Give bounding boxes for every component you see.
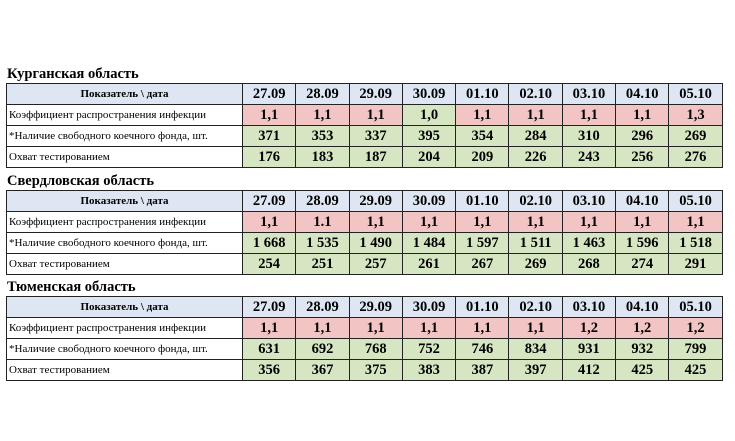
row-label-beds: *Наличие свободного коечного фонда, шт.	[7, 339, 243, 360]
row-label-testing: Охват тестированием	[7, 254, 243, 275]
header-label: Показатель \ дата	[7, 84, 243, 105]
header-label: Показатель \ дата	[7, 191, 243, 212]
beds-cell: 1 490	[349, 233, 402, 254]
region-section-sverdlovsk	[6, 173, 722, 275]
infection-cell: 1,1	[456, 318, 509, 339]
region-title: Курганская область	[7, 66, 139, 82]
date-header: 05.10	[669, 84, 722, 105]
beds-row	[7, 233, 723, 254]
region-title: Тюменская область	[7, 279, 136, 295]
header-row	[7, 191, 723, 212]
beds-cell: 284	[509, 126, 562, 147]
date-header: 27.09	[243, 84, 296, 105]
beds-cell: 310	[562, 126, 615, 147]
testing-cell: 209	[456, 147, 509, 168]
header-label: Показатель \ дата	[7, 297, 243, 318]
beds-cell: 1 518	[669, 233, 722, 254]
beds-cell: 353	[296, 126, 349, 147]
date-header: 01.10	[456, 84, 509, 105]
infection-cell: 1,1	[562, 105, 615, 126]
date-header: 02.10	[509, 84, 562, 105]
date-header: 29.09	[349, 297, 402, 318]
region-table	[6, 83, 723, 168]
infection-cell: 1,1	[349, 105, 402, 126]
infection-cell: 1,1	[243, 318, 296, 339]
infection-cell: 1,1	[349, 318, 402, 339]
date-header: 30.09	[402, 84, 455, 105]
infection-row	[7, 105, 723, 126]
row-label-testing: Охват тестированием	[7, 147, 243, 168]
region-table	[6, 296, 723, 381]
infection-row	[7, 318, 723, 339]
testing-cell: 425	[669, 360, 722, 381]
date-header: 30.09	[402, 191, 455, 212]
beds-cell: 1 511	[509, 233, 562, 254]
beds-cell: 1 535	[296, 233, 349, 254]
testing-cell: 412	[562, 360, 615, 381]
infection-cell: 1,1	[402, 212, 455, 233]
testing-cell: 269	[509, 254, 562, 275]
infection-cell: 1,1	[296, 105, 349, 126]
infection-cell: 1,1	[456, 105, 509, 126]
testing-cell: 204	[402, 147, 455, 168]
testing-cell: 397	[509, 360, 562, 381]
infection-cell: 1,1	[616, 105, 669, 126]
testing-cell: 375	[349, 360, 402, 381]
infection-cell: 1,1	[296, 318, 349, 339]
region-title: Свердловская область	[7, 173, 155, 189]
infection-cell: 1,1	[562, 212, 615, 233]
beds-cell: 931	[562, 339, 615, 360]
beds-cell: 1 596	[616, 233, 669, 254]
infection-cell: 1,1	[509, 105, 562, 126]
testing-cell: 226	[509, 147, 562, 168]
beds-cell: 752	[402, 339, 455, 360]
date-header: 04.10	[616, 84, 669, 105]
testing-cell: 274	[616, 254, 669, 275]
infection-cell: 1,0	[402, 105, 455, 126]
beds-cell: 692	[296, 339, 349, 360]
row-label-infection: Коэффициент распространения инфекции	[7, 212, 243, 233]
testing-cell: 256	[616, 147, 669, 168]
date-header: 02.10	[509, 297, 562, 318]
date-header: 30.09	[402, 297, 455, 318]
row-label-testing: Охват тестированием	[7, 360, 243, 381]
beds-cell: 371	[243, 126, 296, 147]
header-row	[7, 297, 723, 318]
testing-cell: 276	[669, 147, 722, 168]
row-label-infection: Коэффициент распространения инфекции	[7, 318, 243, 339]
testing-cell: 176	[243, 147, 296, 168]
date-header: 28.09	[296, 191, 349, 212]
testing-cell: 183	[296, 147, 349, 168]
testing-cell: 257	[349, 254, 402, 275]
beds-cell: 269	[669, 126, 722, 147]
infection-row	[7, 212, 723, 233]
beds-cell: 354	[456, 126, 509, 147]
beds-cell: 296	[616, 126, 669, 147]
row-label-beds: *Наличие свободного коечного фонда, шт.	[7, 126, 243, 147]
testing-cell: 356	[243, 360, 296, 381]
date-header: 01.10	[456, 191, 509, 212]
infection-cell: 1,2	[669, 318, 722, 339]
date-header: 28.09	[296, 84, 349, 105]
infection-cell: 1,1	[243, 212, 296, 233]
testing-cell: 251	[296, 254, 349, 275]
infection-cell: 1,2	[616, 318, 669, 339]
date-header: 28.09	[296, 297, 349, 318]
testing-cell: 261	[402, 254, 455, 275]
beds-cell: 768	[349, 339, 402, 360]
date-header: 29.09	[349, 84, 402, 105]
testing-cell: 291	[669, 254, 722, 275]
date-header: 03.10	[562, 84, 615, 105]
date-header: 27.09	[243, 191, 296, 212]
infection-cell: 1,1	[456, 212, 509, 233]
beds-row	[7, 126, 723, 147]
region-section-kurgan	[6, 66, 722, 168]
testing-cell: 367	[296, 360, 349, 381]
date-header: 04.10	[616, 191, 669, 212]
beds-cell: 337	[349, 126, 402, 147]
date-header: 05.10	[669, 297, 722, 318]
testing-row	[7, 360, 723, 381]
beds-cell: 631	[243, 339, 296, 360]
infection-cell: 1,1	[509, 318, 562, 339]
testing-cell: 243	[562, 147, 615, 168]
testing-cell: 383	[402, 360, 455, 381]
beds-cell: 395	[402, 126, 455, 147]
testing-cell: 268	[562, 254, 615, 275]
infection-cell: 1,1	[349, 212, 402, 233]
beds-cell: 1 484	[402, 233, 455, 254]
infection-cell: 1,1	[616, 212, 669, 233]
date-header: 29.09	[349, 191, 402, 212]
testing-row	[7, 147, 723, 168]
date-header: 03.10	[562, 191, 615, 212]
beds-cell: 1 597	[456, 233, 509, 254]
infection-cell: 1,1	[669, 212, 722, 233]
testing-cell: 387	[456, 360, 509, 381]
date-header: 02.10	[509, 191, 562, 212]
region-table	[6, 190, 723, 275]
region-section-tyumen	[6, 279, 722, 381]
infection-cell: 1,3	[669, 105, 722, 126]
row-label-infection: Коэффициент распространения инфекции	[7, 105, 243, 126]
beds-cell: 799	[669, 339, 722, 360]
infection-cell: 1,1	[243, 105, 296, 126]
testing-cell: 254	[243, 254, 296, 275]
date-header: 03.10	[562, 297, 615, 318]
beds-cell: 834	[509, 339, 562, 360]
infection-cell: 1,1	[509, 212, 562, 233]
beds-cell: 1 668	[243, 233, 296, 254]
date-header: 05.10	[669, 191, 722, 212]
header-row	[7, 84, 723, 105]
date-header: 01.10	[456, 297, 509, 318]
date-header: 04.10	[616, 297, 669, 318]
infection-cell: 1,2	[562, 318, 615, 339]
testing-cell: 425	[616, 360, 669, 381]
row-label-beds: *Наличие свободного коечного фонда, шт.	[7, 233, 243, 254]
beds-row	[7, 339, 723, 360]
testing-cell: 187	[349, 147, 402, 168]
testing-row	[7, 254, 723, 275]
date-header: 27.09	[243, 297, 296, 318]
testing-cell: 267	[456, 254, 509, 275]
infection-cell: 1,1	[402, 318, 455, 339]
beds-cell: 746	[456, 339, 509, 360]
beds-cell: 1 463	[562, 233, 615, 254]
infection-cell: 1.1	[296, 212, 349, 233]
beds-cell: 932	[616, 339, 669, 360]
